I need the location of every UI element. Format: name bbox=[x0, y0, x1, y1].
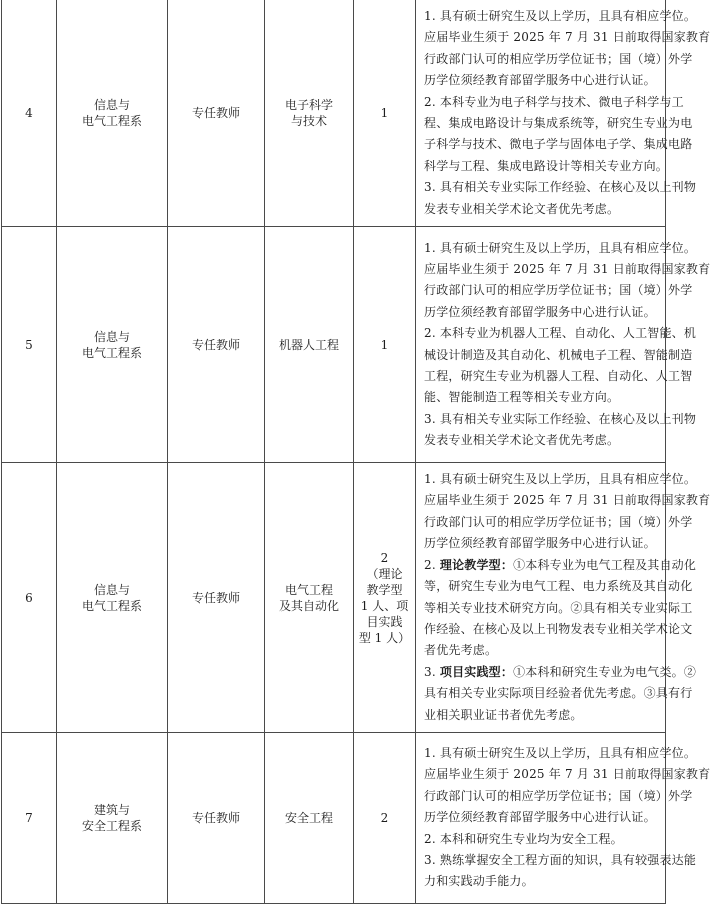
major-cell-line: 电子科学 bbox=[284, 98, 333, 113]
headcount-cell bbox=[354, 227, 416, 463]
requirements-cell bbox=[416, 463, 710, 733]
headcount-cell bbox=[354, 463, 416, 733]
requirement-text: 等，研究生专业为电气工程、电力系统及其自动化 bbox=[424, 579, 693, 594]
requirement-line bbox=[424, 70, 659, 91]
row-number: 4 bbox=[2, 0, 57, 227]
requirement-line bbox=[424, 156, 669, 177]
department-cell-line: 电气工程系 bbox=[81, 114, 142, 129]
department-cell bbox=[57, 0, 168, 227]
department-cell bbox=[57, 732, 168, 903]
requirement-line bbox=[424, 430, 659, 451]
major-cell bbox=[265, 463, 354, 733]
requirement-text: 科学与工程、集成电路设计等相关专业方向。 bbox=[424, 158, 669, 173]
requirements-cell bbox=[416, 0, 710, 227]
post-cell: 专任教师 bbox=[168, 227, 265, 463]
requirement-line bbox=[424, 640, 659, 661]
requirements-cell bbox=[416, 227, 710, 463]
requirement-text: 行政部门认可的相应学历学位证书；国（境）外学 bbox=[424, 514, 693, 529]
requirements-cell bbox=[416, 732, 710, 903]
requirement-line bbox=[424, 409, 697, 430]
requirement-text: 2. 本科和研究生专业均为安全工程。 bbox=[424, 831, 623, 846]
requirement-text: 业相关职业证书者优先考虑。 bbox=[424, 707, 583, 722]
headcount-cell-line: 1 人、项 bbox=[360, 598, 409, 613]
requirement-text: 发表专业相关学术论文者优先考虑。 bbox=[424, 201, 620, 216]
requirement-text: 历学位须经教育部留学服务中心进行认证。 bbox=[424, 536, 656, 551]
department-cell-line: 安全工程系 bbox=[81, 818, 142, 833]
requirement-text: 等相关专业技术研究方向。②具有相关专业实际工 bbox=[424, 600, 693, 615]
table-row bbox=[2, 227, 666, 463]
requirement-line bbox=[424, 366, 693, 387]
requirement-text: 子科学与技术、微电子学与固体电子学、集成电路 bbox=[424, 137, 693, 152]
requirement-text: 历学位须经教育部留学服务中心进行认证。 bbox=[424, 73, 656, 88]
requirement-text: 3. 具有相关专业实际工作经验、在核心及以上刊物 bbox=[424, 411, 697, 426]
requirement-text: 力和实践动手能力。 bbox=[424, 874, 534, 889]
requirement-type-label: 项目实践型： bbox=[439, 664, 514, 679]
requirement-line bbox=[424, 280, 693, 301]
requirement-text: 1. 具有硕士研究生及以上学历，且具有相应学位。 bbox=[424, 240, 697, 255]
department-cell-line: 建筑与 bbox=[93, 802, 130, 817]
requirement-line bbox=[424, 683, 693, 704]
requirement-line bbox=[424, 829, 659, 850]
requirement-text: 者优先考虑。 bbox=[424, 643, 498, 658]
requirement-text: 行政部门认可的相应学历学位证书；国（境）外学 bbox=[424, 283, 693, 298]
department-cell-line: 电气工程系 bbox=[81, 598, 142, 613]
requirement-text: 历学位须经教育部留学服务中心进行认证。 bbox=[424, 304, 656, 319]
major-cell-line: 与技术 bbox=[290, 114, 327, 129]
row-number: 6 bbox=[2, 463, 57, 733]
headcount-cell-line: 目实践 bbox=[366, 614, 403, 629]
headcount-cell bbox=[354, 0, 416, 227]
requirement-text: 2. 本科专业为电子科学与技术、微电子科学与工 bbox=[424, 94, 684, 109]
major-cell bbox=[265, 0, 354, 227]
requirement-line bbox=[424, 302, 659, 323]
row-number: 7 bbox=[2, 732, 57, 903]
row-number: 5 bbox=[2, 227, 57, 463]
requirement-line bbox=[424, 6, 697, 27]
requirement-line bbox=[424, 49, 693, 70]
requirement-type-label: 理论教学型： bbox=[439, 557, 514, 572]
requirement-text: 行政部门认可的相应学历学位证书；国（境）外学 bbox=[424, 51, 693, 66]
requirement-text: 械设计制造及其自动化、机械电子工程、智能制造 bbox=[424, 347, 693, 362]
requirement-text: 应届毕业生须于 2025 年 7 月 31 日前取得国家教育 bbox=[424, 30, 710, 45]
requirement-text: 1. 具有硕士研究生及以上学历，且具有相应学位。 bbox=[424, 746, 697, 761]
headcount-cell bbox=[354, 732, 416, 903]
requirement-line bbox=[424, 786, 693, 807]
requirement-text: 程、集成电路设计与集成系统等，研究生专业为电 bbox=[424, 116, 693, 131]
requirement-line bbox=[424, 576, 693, 597]
headcount-cell-line: 1 bbox=[380, 337, 389, 352]
requirement-line bbox=[424, 113, 693, 134]
requirement-text: 工程，研究生专业为机器人工程、自动化、人工智 bbox=[424, 368, 693, 383]
major-cell-line: 及其自动化 bbox=[278, 598, 339, 613]
department-cell-line: 信息与 bbox=[93, 582, 130, 597]
requirement-text: 发表专业相关学术论文者优先考虑。 bbox=[424, 433, 620, 448]
major-cell bbox=[265, 732, 354, 903]
headcount-cell-line: 2 bbox=[380, 550, 389, 565]
requirement-line bbox=[424, 469, 697, 490]
major-cell bbox=[265, 227, 354, 463]
headcount-cell-line: 教学型 bbox=[366, 582, 403, 597]
requirement-text: 具有相关专业实际项目经验者优先考虑。③具有行 bbox=[424, 686, 693, 701]
table-row bbox=[2, 463, 666, 733]
requirement-line bbox=[424, 490, 710, 511]
requirement-text: 1. 具有硕士研究生及以上学历，且具有相应学位。 bbox=[424, 472, 697, 487]
requirement-line bbox=[424, 345, 693, 366]
requirement-text: 历学位须经教育部留学服务中心进行认证。 bbox=[424, 810, 656, 825]
requirement-text: 能、智能制造工程等相关专业方向。 bbox=[424, 390, 620, 405]
headcount-cell-line: 1 bbox=[380, 106, 389, 121]
major-cell-line: 电气工程 bbox=[284, 582, 333, 597]
requirement-text: 1. 具有硕士研究生及以上学历，且具有相应学位。 bbox=[424, 9, 697, 23]
headcount-cell-line: 型 1 人） bbox=[358, 630, 411, 645]
department-cell-line: 信息与 bbox=[93, 98, 130, 113]
requirement-line bbox=[424, 871, 659, 892]
headcount-cell-line: 2 bbox=[380, 810, 389, 825]
requirement-line bbox=[424, 555, 697, 576]
requirement-line bbox=[424, 199, 659, 220]
table-body bbox=[2, 0, 710, 903]
requirement-line bbox=[424, 807, 659, 828]
requirement-line bbox=[424, 134, 693, 155]
major-cell-line: 安全工程 bbox=[284, 810, 333, 825]
department-cell bbox=[57, 227, 168, 463]
requirement-line bbox=[424, 850, 697, 871]
requirement-line bbox=[424, 743, 697, 764]
department-cell-line: 信息与 bbox=[93, 329, 130, 344]
requirement-text: 3. bbox=[424, 664, 440, 679]
table-row bbox=[2, 0, 666, 227]
requirement-text: 应届毕业生须于 2025 年 7 月 31 日前取得国家教育 bbox=[424, 767, 710, 782]
requirement-line bbox=[424, 323, 697, 344]
requirement-line bbox=[424, 27, 710, 48]
headcount-cell-line: （理论 bbox=[366, 566, 403, 581]
table-row bbox=[2, 732, 666, 903]
requirement-text: ①本科专业为电气工程及其自动化 bbox=[513, 557, 697, 572]
requirement-line bbox=[424, 387, 659, 408]
requirement-line bbox=[424, 238, 697, 259]
post-cell: 专任教师 bbox=[168, 463, 265, 733]
department-cell-line: 电气工程系 bbox=[81, 345, 142, 360]
requirement-line bbox=[424, 619, 693, 640]
requirement-text: 行政部门认可的相应学历学位证书；国（境）外学 bbox=[424, 788, 693, 803]
requirement-line bbox=[424, 598, 693, 619]
requirement-line bbox=[424, 705, 659, 726]
recruitment-table bbox=[1, 0, 710, 904]
requirement-text: 应届毕业生须于 2025 年 7 月 31 日前取得国家教育 bbox=[424, 493, 710, 508]
requirement-text: ①本科和研究生专业为电气类。② bbox=[513, 664, 697, 679]
requirement-line bbox=[424, 177, 697, 198]
requirement-line bbox=[424, 533, 659, 554]
requirement-text: 作经验、在核心及以上刊物发表专业相关学术论文 bbox=[424, 621, 693, 636]
requirement-text: 3. 熟练掌握安全工程方面的知识，具有较强表达能 bbox=[424, 853, 697, 868]
department-cell bbox=[57, 463, 168, 733]
requirement-text: 3. 具有相关专业实际工作经验、在核心及以上刊物 bbox=[424, 180, 697, 195]
post-cell: 专任教师 bbox=[168, 0, 265, 227]
requirement-line bbox=[424, 764, 710, 785]
major-cell-line: 机器人工程 bbox=[278, 337, 339, 352]
requirement-line bbox=[424, 259, 710, 280]
requirement-line bbox=[424, 662, 697, 683]
requirement-line bbox=[424, 92, 684, 113]
post-cell: 专任教师 bbox=[168, 732, 265, 903]
requirement-line bbox=[424, 512, 693, 533]
requirement-text: 2. 本科专业为机器人工程、自动化、人工智能、机 bbox=[424, 326, 697, 341]
requirement-text: 2. bbox=[424, 557, 440, 572]
requirement-text: 应届毕业生须于 2025 年 7 月 31 日前取得国家教育 bbox=[424, 261, 710, 276]
